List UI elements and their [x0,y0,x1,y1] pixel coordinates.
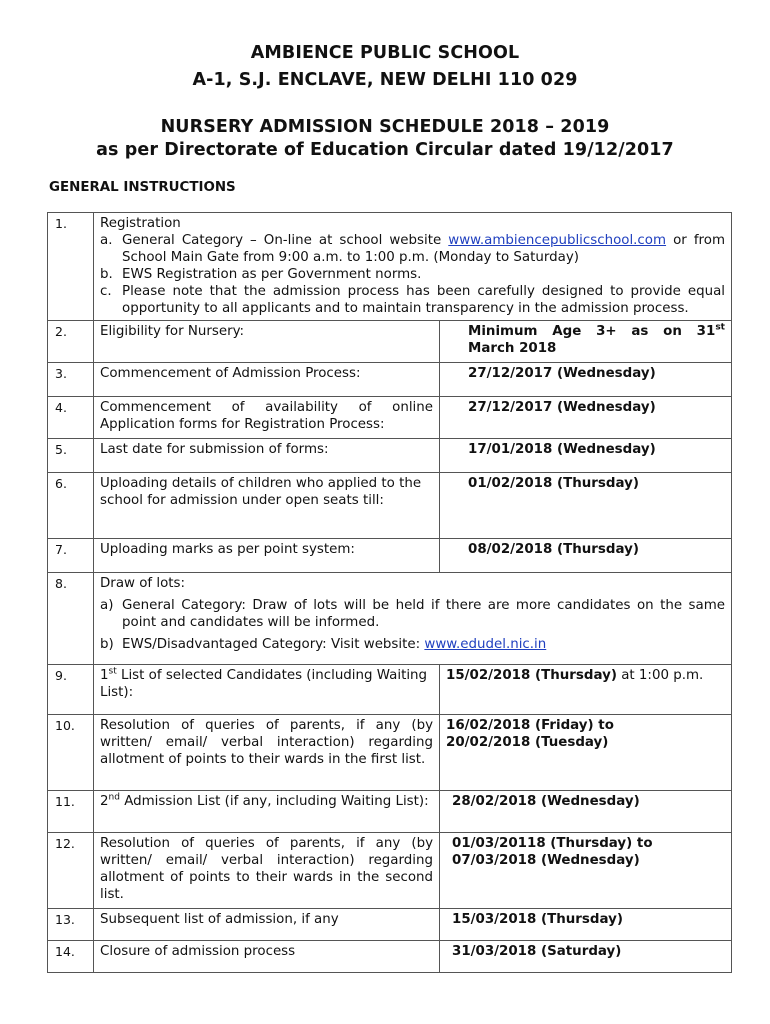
row-number: 3. [48,363,94,397]
row-number: 6. [48,473,94,539]
edudel-website-link[interactable]: www.edudel.nic.in [424,637,547,652]
row-title: Registration [100,216,181,231]
row-date: 01/03/20118 (Thursday) to 07/03/2018 (Wednesday) [440,833,732,909]
row-date: 15/02/2018 (Thursday) at 1:00 p.m. [440,665,732,715]
row-date: 08/02/2018 (Thursday) [440,539,732,573]
row-number: 5. [48,439,94,473]
row-description: 1st List of selected Candidates (including Waiting List): [94,665,440,715]
row-description: Commencement of availability of online Application forms for Registration Process: [94,397,440,439]
table-row [48,473,732,539]
list-item: c. Please note that the admission process has been carefully designed to provide equal opportunity to all applicants and to maintain transparency in the admission process. [100,284,725,316]
row-number: 8. [48,573,94,665]
row-content [94,573,732,665]
schedule-subtitle: as per Directorate of Education Circular dated 19/12/2017 [96,140,674,160]
school-address: A-1, S.J. ENCLAVE, NEW DELHI 110 029 [192,70,578,90]
row-number: 7. [48,539,94,573]
table-row [48,833,732,909]
list-item: b) EWS/Disadvantaged Category: Visit website: www.edudel.nic.in [100,637,547,652]
row-description: Resolution of queries of parents, if any (by written/ email/ verbal interaction) regarding allotment of points to their wards in the first list. [94,715,440,791]
table-row [48,791,732,833]
row-date: 31/03/2018 (Saturday) [440,941,732,973]
row-content [94,213,732,321]
row-date: 27/12/2017 (Wednesday) [440,363,732,397]
row-number: 13. [48,909,94,941]
table-row [48,321,732,363]
row-description: Closure of admission process [94,941,440,973]
row-number: 9. [48,665,94,715]
row-description: Uploading details of children who applied to the school for admission under open seats till: [94,473,440,539]
school-website-link[interactable]: www.ambiencepublicschool.com [448,233,667,248]
row-number: 11. [48,791,94,833]
row-date: 15/03/2018 (Thursday) [440,909,732,941]
table-row [48,439,732,473]
table-row [48,909,732,941]
list-item: b. EWS Registration as per Government norms. [100,267,422,282]
section-title: GENERAL INSTRUCTIONS [49,180,236,195]
row-number: 4. [48,397,94,439]
row-number: 12. [48,833,94,909]
row-date: 28/02/2018 (Wednesday) [440,791,732,833]
row-number: 1. [48,213,94,321]
row-date: 01/02/2018 (Thursday) [440,473,732,539]
schedule-table [47,212,732,973]
row-description: Last date for submission of forms: [94,439,440,473]
school-name: AMBIENCE PUBLIC SCHOOL [250,43,520,63]
table-row [48,665,732,715]
row-date: Minimum Age 3+ as on 31st March 2018 [440,321,732,363]
row-description: Uploading marks as per point system: [94,539,440,573]
row-description: Eligibility for Nursery: [94,321,440,363]
table-row [48,539,732,573]
table-row [48,941,732,973]
row-title: Draw of lots: [100,576,186,591]
row-description: Resolution of queries of parents, if any (by written/ email/ verbal interaction) regarding allotment of points to their wards in the second list. [94,833,440,909]
row-date: 16/02/2018 (Friday) to 20/02/2018 (Tuesday) [440,715,732,791]
table-row [48,573,732,665]
table-row [48,363,732,397]
row-number: 10. [48,715,94,791]
row-number: 2. [48,321,94,363]
list-item: a. General Category – On-line at school website www.ambiencepublicschool.com or from School Main Gate from 9:00 a.m. to 1:00 p.m. (Monday to Saturday) [100,233,726,265]
row-date: 27/12/2017 (Wednesday) [440,397,732,439]
row-date: 17/01/2018 (Wednesday) [440,439,732,473]
table-row [48,397,732,439]
table-row [48,213,732,321]
list-item: a) General Category: Draw of lots will be held if there are more candidates on the same point and candidates will be informed. [100,598,725,630]
row-number: 14. [48,941,94,973]
row-description: 2nd Admission List (if any, including Waiting List): [94,791,440,833]
table-row [48,715,732,791]
row-description: Subsequent list of admission, if any [94,909,440,941]
schedule-title: NURSERY ADMISSION SCHEDULE 2018 – 2019 [160,117,610,137]
row-description: Commencement of Admission Process: [94,363,440,397]
